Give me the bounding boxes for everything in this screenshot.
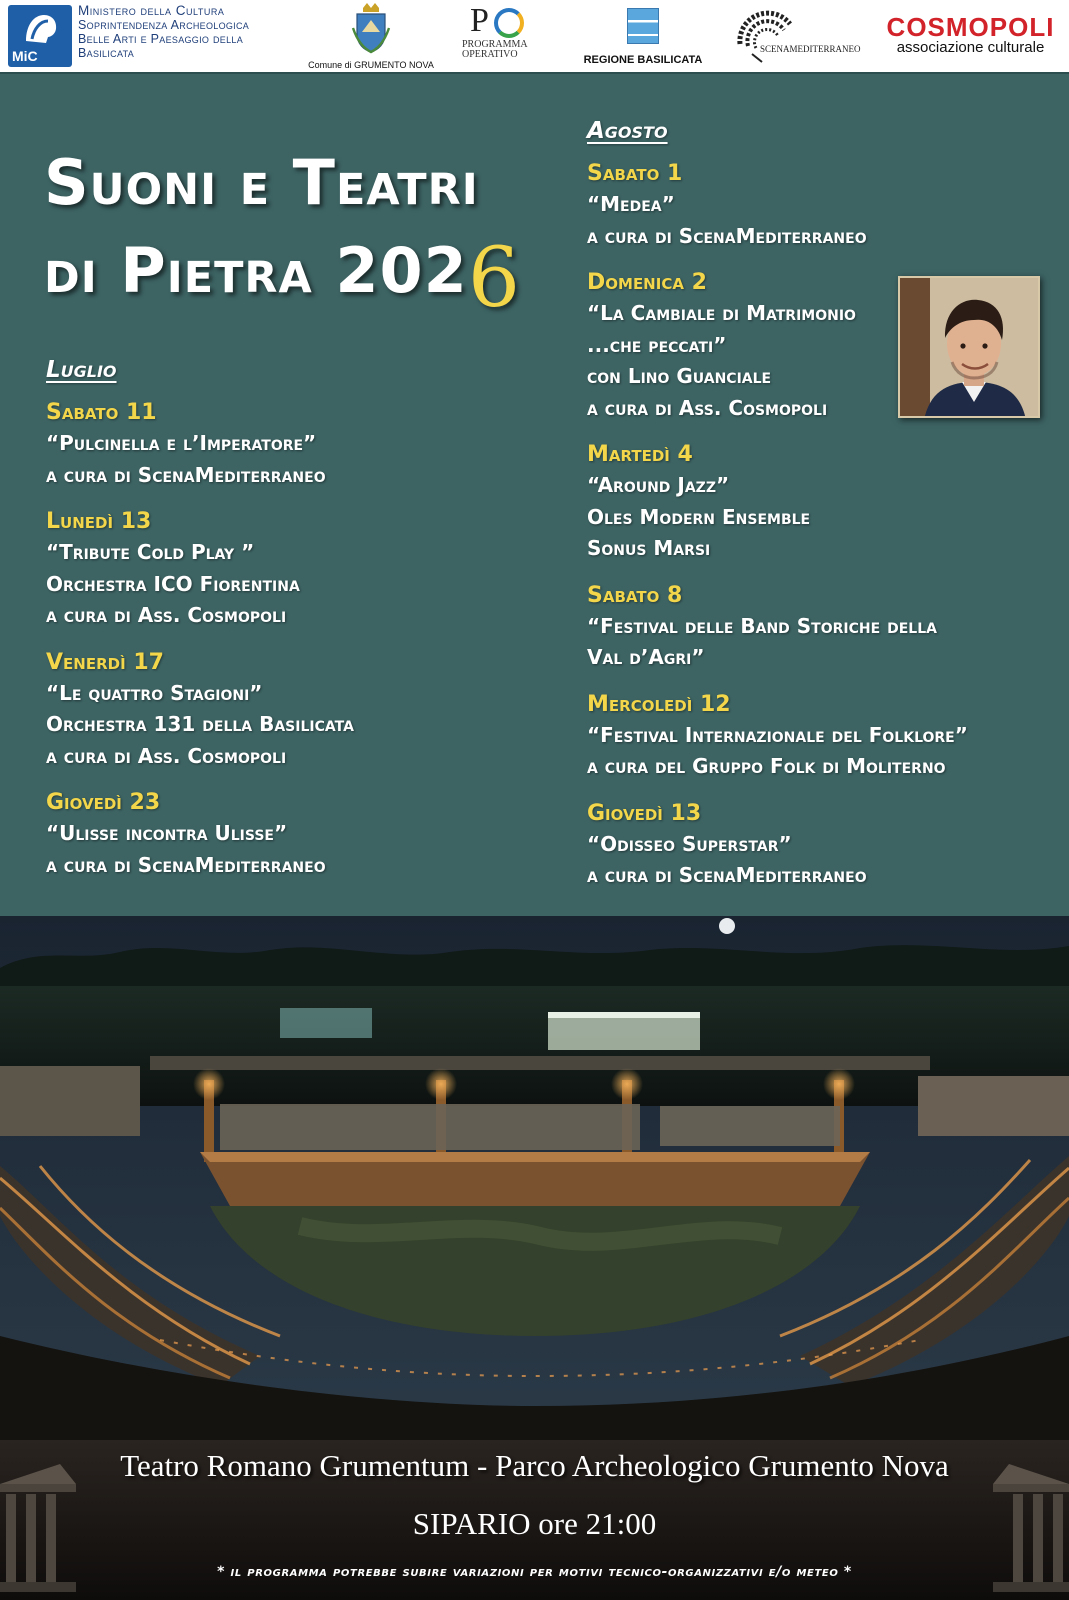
event-line: Oles Modern Ensemble xyxy=(587,504,811,529)
scenamediterraneo-logo xyxy=(728,0,861,74)
event-item xyxy=(587,439,1057,565)
mic-helmet-icon xyxy=(22,11,60,45)
event-line: con Lino Guanciale xyxy=(587,364,772,388)
regione-basilicata-logo xyxy=(578,0,708,74)
comune-caption: Comune di GRUMENTO NOVA xyxy=(308,60,434,70)
po-ring-icon xyxy=(494,8,524,38)
event-day: Giovedì 13 xyxy=(587,800,702,826)
event-item xyxy=(46,647,526,773)
event-day: Sabato 11 xyxy=(46,400,157,425)
event-line: “Medea” xyxy=(587,192,675,216)
event-line: “Around Jazz” xyxy=(587,473,730,497)
cosmopoli-subtitle: associazione culturale xyxy=(896,39,1045,56)
venue-text: Teatro Romano Grumentum - Parco Archeologico Grumento Nova xyxy=(120,1448,949,1483)
scena-caption: SCENAMEDITERRANEO xyxy=(760,44,861,54)
programma-operativo-logo xyxy=(462,0,558,74)
event-day: Mercoledì 12 xyxy=(587,691,731,717)
footer xyxy=(0,1440,1069,1600)
start-time-text: SIPARIO ore 21:00 xyxy=(412,1506,657,1541)
event-line: “Festival delle Band Storiche della xyxy=(587,613,937,638)
event-line: Val d’Agri” xyxy=(587,645,705,669)
event-line: a cura del Gruppo Folk di Moliterno xyxy=(587,754,946,778)
cosmopoli-name: COSMOPOLI xyxy=(886,12,1055,42)
title-line-2-text: di Pietra 202 xyxy=(44,234,468,307)
month-heading-agosto: Agosto xyxy=(587,118,668,144)
performer-portrait xyxy=(898,276,1040,418)
mic-logo xyxy=(8,5,72,67)
event-day: Domenica 2 xyxy=(587,270,707,295)
program-panel xyxy=(0,74,1069,916)
event-line: “La Cambiale di Matrimonio xyxy=(587,301,856,325)
event-line: a cura di ScenaMediterraneo xyxy=(46,462,326,487)
grumento-nova-logo xyxy=(306,0,436,74)
ministry-line: Basilicata xyxy=(78,46,135,60)
event-line: a cura di ScenaMediterraneo xyxy=(46,852,326,877)
event-line: a cura di ScenaMediterraneo xyxy=(587,223,867,248)
event-line: Orchestra ICO Fiorentina xyxy=(46,571,300,596)
po-caption-line: PROGRAMMA xyxy=(462,39,528,50)
event-line: Sonus Marsi xyxy=(587,536,711,560)
po-mark: P xyxy=(470,2,489,39)
luglio-column xyxy=(46,357,526,896)
event-day: Lunedì 13 xyxy=(46,509,152,534)
event-line: “Odisseo Superstar” xyxy=(587,831,792,856)
event-line: a cura di Ass. Cosmopoli xyxy=(46,603,287,627)
ministry-line: Soprintendenza Archeologica xyxy=(78,18,250,32)
ministry-line: Ministero della Cultura xyxy=(78,3,225,18)
event-line: ...che peccati” xyxy=(587,332,727,357)
event-line: a cura di ScenaMediterraneo xyxy=(587,863,867,887)
regione-caption: REGIONE BASILICATA xyxy=(583,54,703,66)
event-title xyxy=(44,142,521,326)
event-line: “Festival Internazionale del Folklore” xyxy=(587,722,968,747)
event-day: Venerdì 17 xyxy=(46,649,164,675)
disclaimer-text: * il programma potrebbe subire variazioni per motivi tecnico-organizzativi e/o meteo * xyxy=(217,1564,852,1580)
scena-amphitheatre-icon xyxy=(732,4,802,68)
event-item xyxy=(587,689,1057,783)
event-line: “Pulcinella e l’Imperatore” xyxy=(46,431,317,455)
event-day: Giovedì 23 xyxy=(46,790,161,815)
event-line: “Ulisse incontra Ulisse” xyxy=(46,821,288,845)
theatre-night-illustration xyxy=(0,916,1069,1440)
logo-header xyxy=(0,0,1069,74)
event-item xyxy=(587,580,1057,674)
ministry-line: Belle Arti e Paesaggio della xyxy=(78,32,243,46)
event-line: a cura di Ass. Cosmopoli xyxy=(46,743,287,768)
cosmopoli-logo xyxy=(878,0,1063,74)
mic-badge-text: MiC xyxy=(12,48,38,64)
title-year-digit: 6 xyxy=(467,231,521,326)
event-day: Martedì 4 xyxy=(587,442,693,467)
event-day: Sabato 1 xyxy=(587,161,683,186)
event-day: Sabato 8 xyxy=(587,582,683,608)
title-line-1: Suoni e Teatri xyxy=(44,146,479,219)
event-item xyxy=(46,787,526,881)
event-line: a cura di Ass. Cosmopoli xyxy=(587,395,828,420)
event-line: “Tribute Cold Play ” xyxy=(46,540,255,564)
comune-crest-icon xyxy=(351,2,391,54)
event-item xyxy=(587,158,1057,252)
month-heading-luglio: Luglio xyxy=(46,357,117,383)
moon-icon xyxy=(719,918,735,934)
agosto-column xyxy=(587,118,1057,907)
roman-theatre-photo xyxy=(0,916,1069,1440)
po-caption-line: OPERATIVO xyxy=(462,49,518,60)
event-line: “Le quattro Stagioni” xyxy=(46,680,263,705)
event-item xyxy=(46,397,526,491)
event-line: Orchestra 131 della Basilicata xyxy=(46,712,354,736)
ministry-text xyxy=(78,4,308,60)
title-line-2 xyxy=(44,224,521,326)
po-caption xyxy=(462,40,558,60)
regione-flag-icon xyxy=(627,8,659,44)
portrait-illustration xyxy=(900,278,1040,418)
event-item xyxy=(46,506,526,632)
event-item xyxy=(587,798,1057,892)
